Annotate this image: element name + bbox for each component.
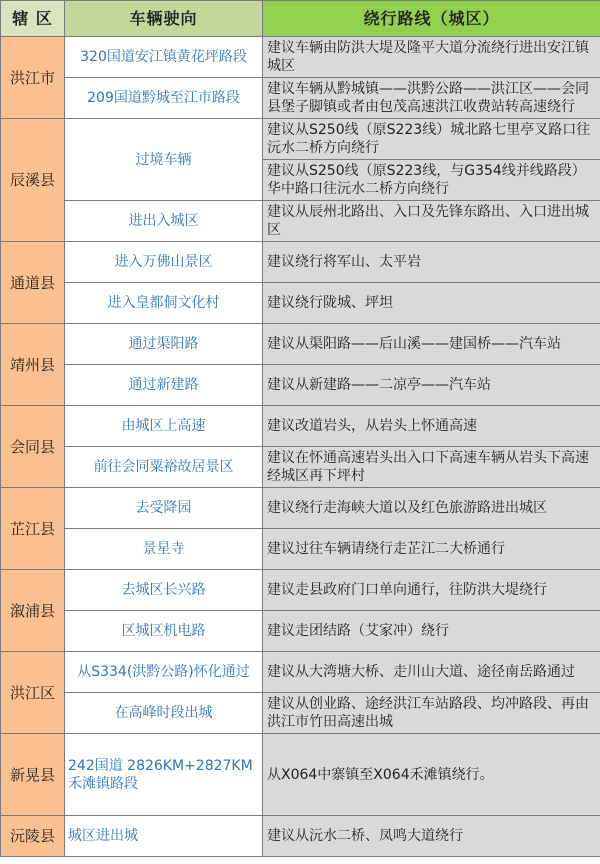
table-row (1, 816, 600, 857)
route-cell: 建议走团结路（艾家冲）绕行 (263, 611, 600, 652)
table-row (1, 611, 600, 652)
county-cell: 洪江市 (1, 37, 65, 119)
direction-cell: 前往会同粟裕故居景区 (65, 447, 263, 488)
direction-cell: 去受降园 (65, 488, 263, 529)
table-row (1, 283, 600, 324)
direction-cell: 242国道 2826KM+2827KM禾滩镇路段 (65, 734, 263, 816)
table-row (1, 324, 600, 365)
route-cell: 建议从渠阳路——后山溪——建国桥——汽车站 (263, 324, 600, 365)
direction-cell: 过境车辆 (65, 119, 263, 201)
direction-cell: 在高峰时段出城 (65, 693, 263, 734)
table-row (1, 78, 600, 119)
direction-cell: 209国道黔城至江市路段 (65, 78, 263, 119)
route-cell: 建议绕行陇城、坪坦 (263, 283, 600, 324)
route-cell: 建议改道岩头，从岩头上怀通高速 (263, 406, 600, 447)
header-route: 绕行路线（城区） (263, 1, 600, 37)
table-row (1, 37, 600, 78)
direction-cell: 通过新建路 (65, 365, 263, 406)
table-row (1, 242, 600, 283)
route-cell: 建议从辰州北路出、入口及先锋东路出、入口进出城区 (263, 201, 600, 242)
route-cell: 建议车辆从黔城镇——洪黔公路——洪江区——会同县堡子脚镇或者由包茂高速洪江收费站转高速绕行 (263, 78, 600, 119)
route-cell: 建议车辆由防洪大堤及隆平大道分流绕行进出安江镇城区 (263, 37, 600, 78)
county-cell: 辰溪县 (1, 119, 65, 242)
route-cell: 建议绕行将军山、太平岩 (263, 242, 600, 283)
table-row (1, 529, 600, 570)
route-cell: 建议走县政府门口单向通行，往防洪大堤绕行 (263, 570, 600, 611)
table-row (1, 119, 600, 160)
header-county: 辖 区 (1, 1, 65, 37)
route-cell: 建议从大湾塘大桥、走川山大道、途径南岳路通过 (263, 652, 600, 693)
table-row (1, 570, 600, 611)
county-cell: 通道县 (1, 242, 65, 324)
table-row (1, 365, 600, 406)
route-cell: 建议从S250线（原S223线）城北路七里亭叉路口往沅水二桥方向绕行 (263, 119, 600, 160)
route-cell: 建议过往车辆请绕行走芷江二大桥通行 (263, 529, 600, 570)
county-cell: 沅陵县 (1, 816, 65, 857)
route-cell: 建议从创业路、途经洪江车站路段、均冲路段、再由洪江市竹田高速出城 (263, 693, 600, 734)
direction-cell: 从S334(洪黔公路)怀化通过 (65, 652, 263, 693)
route-cell: 建议从沅水二桥、凤鸣大道绕行 (263, 816, 600, 857)
table-row (1, 406, 600, 447)
route-cell: 从X064中寨镇至X064禾滩镇绕行。 (263, 734, 600, 816)
table-row (1, 201, 600, 242)
county-cell: 芷江县 (1, 488, 65, 570)
header-row (1, 1, 600, 37)
county-cell: 会同县 (1, 406, 65, 488)
route-cell: 建议从新建路——二凉亭——汽车站 (263, 365, 600, 406)
county-cell: 洪江区 (1, 652, 65, 734)
header-direction: 车辆驶向 (65, 1, 263, 37)
county-cell: 溆浦县 (1, 570, 65, 652)
direction-cell: 进入皇都侗文化村 (65, 283, 263, 324)
table-row (1, 488, 600, 529)
county-cell: 新晃县 (1, 734, 65, 816)
table-row (1, 693, 600, 734)
route-cell: 建议绕行走海峡大道以及红色旅游路进出城区 (263, 488, 600, 529)
route-cell: 建议在怀通高速岩头出入口下高速车辆从岩头下高速经城区再下坪村 (263, 447, 600, 488)
direction-cell: 通过渠阳路 (65, 324, 263, 365)
direction-cell: 进出入城区 (65, 201, 263, 242)
direction-cell: 进入万佛山景区 (65, 242, 263, 283)
direction-cell: 景星寺 (65, 529, 263, 570)
table-row (1, 734, 600, 816)
direction-cell: 城区进出城 (65, 816, 263, 857)
direction-cell: 区城区机电路 (65, 611, 263, 652)
direction-cell: 320国道安江镇黄花坪路段 (65, 37, 263, 78)
route-cell: 建议从S250线（原S223线，与G354线并线路段）华中路口往沅水二桥方向绕行 (263, 160, 600, 201)
table-row (1, 652, 600, 693)
table-row (1, 447, 600, 488)
county-cell: 靖州县 (1, 324, 65, 406)
direction-cell: 去城区长兴路 (65, 570, 263, 611)
direction-cell: 由城区上高速 (65, 406, 263, 447)
